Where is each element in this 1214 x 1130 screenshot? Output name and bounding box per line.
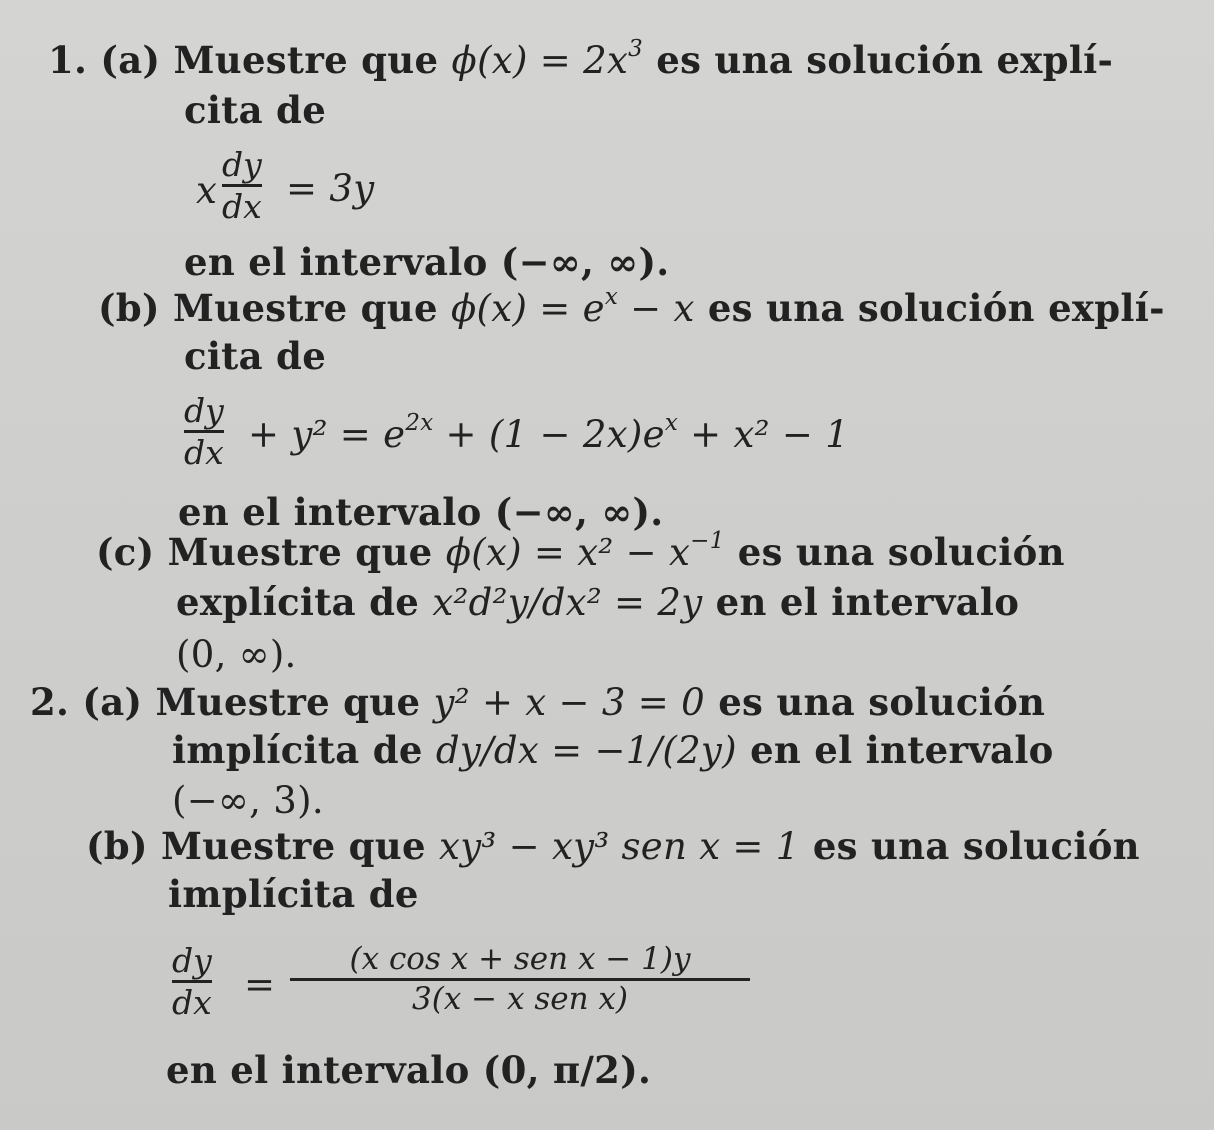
problem-1a-line2: cita de [184,88,327,132]
fraction-dy-dx: dy dx [222,145,262,226]
interval-text: en el intervalo (−∞, ∞). [178,490,664,534]
equation-prefix: x [196,169,218,212]
part-label: (b) [98,286,160,330]
problem-1b-line2: cita de [184,334,327,378]
problem-1a-line1: 1. (a) Muestre que $\phi(x) = 2x^3$ es una solución explí- [48,35,1114,82]
problem-2b-line2: implícita de [168,872,419,916]
equation-rhs: + $y^2 = e^{2x} + (1 - 2x)e^x + x^2 - 1$ [248,409,850,456]
problem-1c-line1: (c) Muestre que $\phi(x) = x^2 - x^{-1}$ es una solución [96,527,1065,574]
math-expression: $\phi(x) = 2x^3$ [451,35,644,82]
equation-rhs: = 3y [286,167,375,210]
problem-2a-line1: 2. (a) Muestre que y² + x − 3 = 0 es una solución [30,680,1046,724]
problem-1b-line1: (b) Muestre que $\phi(x) = e^x - x$ es una solución explí- [98,283,1165,330]
problem-number: 2. [30,680,70,724]
problem-number: 1. [48,38,88,82]
interval-text: en el intervalo (0, π/2). [166,1048,652,1092]
math-expression: $\phi(x) = e^x - x$ [451,283,695,330]
math-expression: x²d²y/dx² = 2y [432,581,703,624]
problem-2a-line2: implícita de dy/dx = −1/(2y) en el intervalo [172,728,1054,772]
interval-text: en el intervalo (−∞, ∞). [184,240,670,284]
math-expression: $\phi(x) = x^2 - x^{-1}$ [445,527,725,574]
math-expression: dy/dx = −1/(2y) [435,729,737,772]
fraction-rhs: (x cos x + sen x − 1)y 3(x − x sen x) [290,944,750,1015]
part-label: (c) [96,530,155,574]
part-label: (b) [86,824,148,868]
part-label: (a) [100,38,161,82]
fraction-dy-dx: dy dx [172,941,212,1022]
part-label: (a) [82,680,143,724]
problem-1c-line3: (0, ∞). [176,633,297,676]
problem-2a-line3: (−∞, 3). [172,779,324,822]
problem-1c-line2: explícita de x²d²y/dx² = 2y en el intervalo [176,580,1020,624]
problem-2b-line1: (b) Muestre que xy³ − xy³ sen x = 1 es una solución [86,824,1140,868]
math-expression: xy³ − xy³ sen x = 1 [439,825,800,868]
math-expression: y² + x − 3 = 0 [433,681,706,724]
equals-sign: = [244,963,276,1006]
fraction-dy-dx: dy dx [184,391,224,472]
